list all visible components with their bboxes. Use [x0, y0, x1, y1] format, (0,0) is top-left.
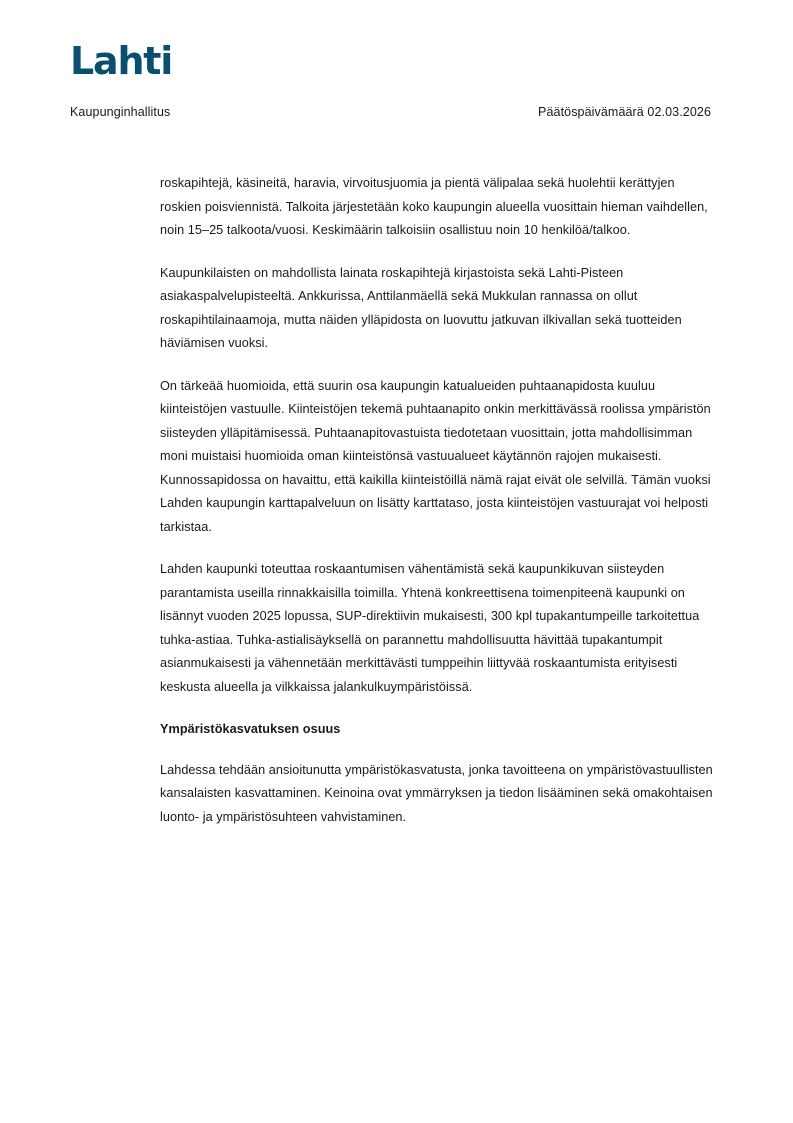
body-paragraph: On tärkeää huomioida, että suurin osa kaupungin katualueiden puhtaanapidosta kuuluu kiinteistöjen vastuulle. Kiinteistöjen tekemä puhtaanapito onkin merkittävässä roolissa ympäristön siisteyden ylläpitämisessä. Puhtaanapitovastuista tiedotetaan vuosittain, jotta mahdollisimman moni muistaisi huomioida oman kiinteistönsä vastuualueet käytännön rajojen mukaisesti. Kunnossapidossa on havaittu, että kaikilla kiinteistöillä nämä rajat eivät ole selvillä. Tämän vuoksi Lahden kaupungin karttapalveluun on lisätty karttataso, josta kiinteistöjen vastuurajat voi helposti tarkistaa. [160, 378, 711, 534]
document-body [160, 172, 718, 829]
section-heading: Ympäristökasvatuksen osuus [160, 722, 341, 736]
body-paragraph: Lahden kaupunki toteuttaa roskaantumisen vähentämistä sekä kaupunkikuvan siisteyden parantamista useilla rinnakkaisilla toimilla. Yhtenä konkreettisena toimenpiteenä kaupunki on lisännyt vuoden 2025 lopussa, SUP-direktiivin mukaisesti, 300 kpl tupakantumpeille tarkoitettua tuhka-astiaa. Tuhka-astialisäyksellä on parannettu mahdollisuutta hävittää tupakantumpit asianmukaisesti ja vähennetään merkittävästi tumppeihin liittyvää roskaantumista erityisesti keskusta alueella ja vilkkaissa jalankulkuympäristöissä. [160, 562, 700, 694]
body-paragraph: Kaupunkilaisten on mahdollista lainata roskapihtejä kirjastoista sekä Lahti-Pisteen asiakaspalvelupisteeltä. Ankkurissa, Anttilanmäellä sekä Mukkulan rannassa on ollut roskapihtilainaamoja, mutta näiden ylläpidosta on luovuttu jatkuvan ilkivallan sekä tuotteiden häviämisen vuoksi. [160, 265, 682, 350]
body-paragraph: roskapihtejä, käsineitä, haravia, virvoitusjuomia ja pientä välipalaa sekä huolehtii kerättyjen roskien poisviennistä. Talkoita järjestetään koko kaupungin alueella vuosittain hieman vaihdellen, noin 15–25 talkoota/vuosi. Keskimäärin talkoisiin osallistuu noin 10 henkilöä/talkoo. [160, 176, 708, 237]
body-paragraph: Lahdessa tehdään ansioitunutta ympäristökasvatusta, jonka tavoitteena on ympäristövastuullisten kansalaisten kasvattaminen. Keinoina ovat ymmärryksen ja tiedon lisääminen sekä omakohtaisen luonto- ja ympäristösuhteen vahvistaminen. [160, 762, 713, 824]
document-header [70, 105, 723, 119]
lahti-logo: Lahti [70, 39, 173, 83]
header-organ: Kaupunginhallitus [70, 105, 171, 119]
header-decision-date: Päätöspäivämäärä 02.03.2026 [538, 105, 711, 119]
